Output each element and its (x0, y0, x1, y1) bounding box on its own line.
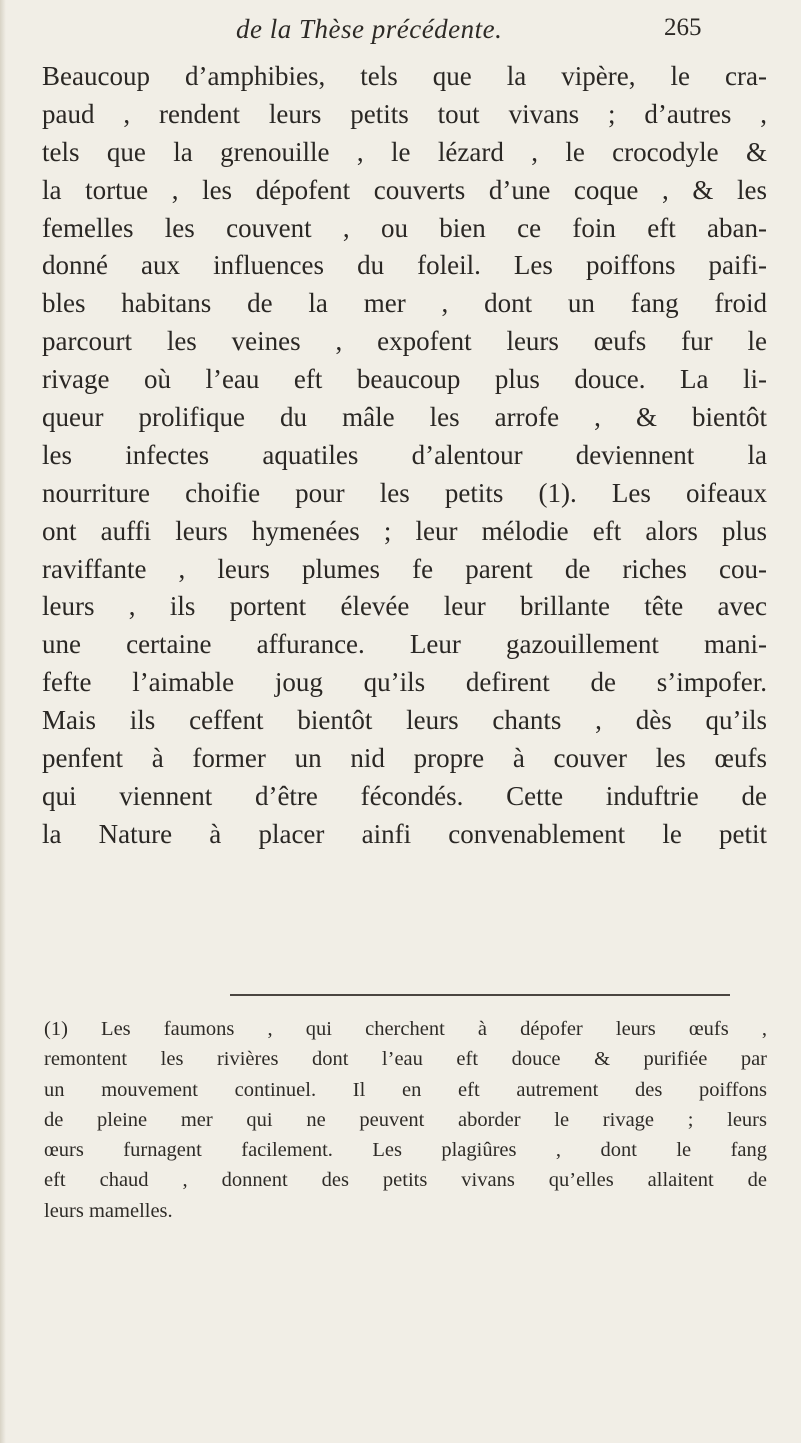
text-line: qui viennent d’être fécondés. Cette induftrie de (42, 780, 767, 811)
footnote-line: un mouvement continuel. Il en eft autrement des poiffons (44, 1078, 767, 1101)
text-line: tels que la grenouille , le lézard , le crocodyle & (42, 136, 767, 167)
text-line: paud , rendent leurs petits tout vivans ; d’autres , (42, 98, 767, 129)
text-line: fefte l’aimable joug qu’ils defirent de s’impofer. (42, 667, 767, 698)
text-line: leurs , ils portent élevée leur brillante tête avec (42, 591, 767, 622)
text-line: raviffante , leurs plumes fe parent de riches cou- (42, 553, 767, 584)
footnote-line: œurs furnagent facilement. Les plagiûres , dont le fang (44, 1139, 767, 1162)
running-title: de la Thèse précédente. (236, 14, 503, 44)
footnote-line: eft chaud , donnent des petits vivans qu’elles allaitent de (44, 1169, 767, 1192)
text-line: bles habitans de la mer , dont un fang froid (42, 288, 767, 319)
text-line: rivage où l’eau eft beaucoup plus douce. La li- (42, 364, 767, 395)
text-line: penfent à former un nid propre à couver les œufs (42, 743, 767, 774)
text-line: les infectes aquatiles d’alentour deviennent la (42, 439, 767, 470)
text-line: la tortue , les dépofent couverts d’une coque , & les (42, 174, 767, 205)
text-line: Mais ils ceffent bientôt leurs chants , dès qu’ils (42, 705, 767, 736)
text-line: ont auffi leurs hymenées ; leur mélodie eft alors plus (42, 515, 767, 546)
text-line: la Nature à placer ainfi convenablement le petit (42, 818, 767, 849)
text-line: nourriture choifie pour les petits (1). Les oifeaux (42, 477, 767, 508)
page-edge-shadow (0, 0, 6, 1443)
text-line: queur prolifique du mâle les arrofe , & bientôt (42, 402, 767, 433)
text-line: parcourt les veines , expofent leurs œufs fur le (42, 326, 767, 357)
text-line: une certaine affurance. Leur gazouillement mani- (42, 629, 767, 660)
text-line: donné aux influences du foleil. Les poiffons paifi- (42, 250, 767, 281)
footnote-line: remontent les rivières dont l’eau eft douce & purifiée par (44, 1048, 767, 1071)
footnote-line: de pleine mer qui ne peuvent aborder le rivage ; leurs (44, 1108, 767, 1131)
text-line: Beaucoup d’amphibies, tels que la vipère, le cra- (42, 61, 767, 91)
main-text (42, 58, 767, 854)
page-header (0, 12, 801, 52)
footnote-line: leurs mamelles. (44, 1199, 173, 1222)
text-line: femelles les couvent , ou bien ce foin eft aban- (42, 212, 767, 243)
page-number: 265 (664, 14, 702, 41)
footnote-separator (230, 994, 730, 996)
footnote (44, 1014, 767, 1226)
footnote-line: (1) Les faumons , qui cherchent à dépofer leurs œufs , (44, 1018, 767, 1040)
